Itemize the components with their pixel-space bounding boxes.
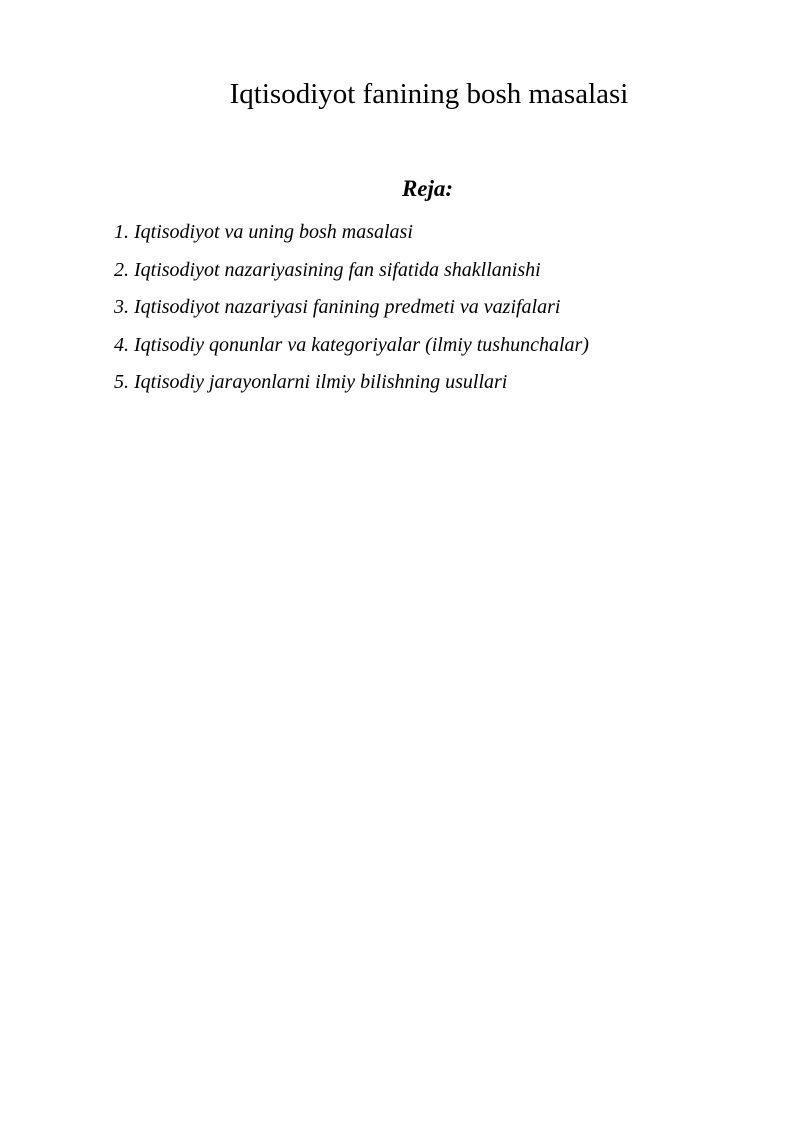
plan-item-5: 5. Iqtisodiy jarayonlarni ilmiy bilishning usullari xyxy=(114,371,508,393)
plan-item-3: 3. Iqtisodiyot nazariyasi fanining predmeti va vazifalari xyxy=(114,296,561,318)
plan-list xyxy=(114,214,589,402)
plan-item-2: 2. Iqtisodiyot nazariyasining fan sifatida shakllanishi xyxy=(114,258,541,281)
plan-item-1: 1. Iqtisodiyot va uning bosh masalasi xyxy=(114,221,413,243)
plan-heading: Reja: xyxy=(401,176,454,201)
plan-item-4: 4. Iqtisodiy qonunlar va kategoriyalar (ilmiy tushunchalar) xyxy=(114,333,589,356)
document-title: Iqtisodiyot fanining bosh masalasi xyxy=(229,78,629,110)
